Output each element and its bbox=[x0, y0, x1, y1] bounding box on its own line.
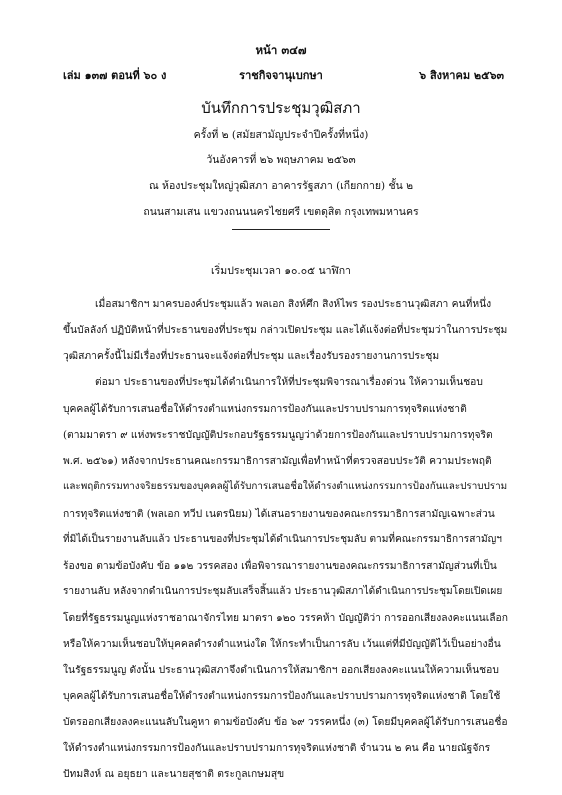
body-line: การทุจริตแห่งชาติ (พลเอก ทวีป เนตรนิยม) ได้เสนอรายงานของคณะกรรมาธิการสามัญเฉพาะส่วน bbox=[63, 508, 495, 520]
body-line: บุคคลผู้ได้รับการเสนอชื่อให้ดำรงตำแหน่งกรรมการป้องกันและปราบปรามการทุจริตแห่งชาติ โดยใช้ bbox=[63, 690, 501, 702]
body-line: เมื่อสมาชิกฯ มาครบองค์ประชุมแล้ว พลเอก สิงห์ศึก สิงห์ไพร รองประธานวุฒิสภา คนที่หนึ่ง bbox=[95, 298, 492, 310]
body-line: บัตรออกเสียงลงคะแนนลับในคูหา ตามข้อบังคับ ข้อ ๖๙ วรรคหนึ่ง (๓) โดยมีบุคคลผู้ได้รับการเสนอชื่อ bbox=[63, 716, 508, 728]
body-line: บุคคลผู้ได้รับการเสนอชื่อให้ดำรงตำแหน่งกรรมการป้องกันและปราบปรามการทุจริตแห่งชาติ bbox=[63, 403, 467, 415]
separator-line bbox=[232, 229, 330, 230]
body-line: (ตามมาตรา ๙ แห่งพระราชบัญญัติประกอบรัฐธรรมนูญว่าด้วยการป้องกันและปราบปรามการทุจริต bbox=[63, 429, 493, 441]
meeting-date: วันอังคารที่ ๒๖ พฤษภาคม ๒๕๖๓ bbox=[206, 154, 356, 166]
meeting-location: ณ ห้องประชุมใหญ่วุฒิสภา อาคารรัฐสภา (เกียกกาย) ชั้น ๒ bbox=[148, 180, 414, 192]
body-line: ปัทมสิงห์ ณ อยุธยา และนายสุชาติ ตระกูลเกษมสุข bbox=[63, 768, 285, 780]
body-line: หรือให้ความเห็นชอบให้บุคคลดำรงตำแหน่งใด ให้กระทำเป็นการลับ เว้นแต่ที่มีบัญญัติไว้เป็นอย่างอื่น bbox=[63, 638, 501, 650]
body-line: โดยที่รัฐธรรมนูญแห่งราชอาณาจักรไทย มาตรา ๑๒๐ วรรคห้า บัญญัติว่า การออกเสียงลงคะแนนเลือก bbox=[63, 612, 508, 624]
page-number: หน้า ๓๔๗ bbox=[255, 43, 307, 57]
document-title: บันทึกการประชุมวุฒิสภา bbox=[201, 99, 361, 117]
start-time: เริ่มประชุมเวลา ๑๐.๐๕ นาฬิกา bbox=[211, 265, 351, 277]
body-line: วุฒิสภาครั้งนี้ไม่มีเรื่องที่ประธานจะแจ้งต่อที่ประชุม และเรื่องรับรองรายงานการประชุม bbox=[63, 350, 440, 362]
body-line: ที่มิได้เป็นรายงานลับแล้ว ประธานของที่ประชุมได้ดำเนินการประชุมลับ ตามที่คณะกรรมาธิการสามัญฯ bbox=[63, 534, 502, 545]
volume-issue: เล่ม ๑๓๗ ตอนที่ ๖๐ ง bbox=[63, 69, 167, 82]
body-line: ต่อมา ประธานของที่ประชุมได้ดำเนินการให้ที่ประชุมพิจารณาเรื่องด่วน ให้ความเห็นชอบ bbox=[95, 376, 483, 388]
gazette-name: ราชกิจจานุเบกษา bbox=[239, 69, 323, 82]
body-line: ในรัฐธรรมนูญ ดังนั้น ประธานวุฒิสภาจึงดำเนินการให้สมาชิกฯ ออกเสียงลงคะแนนให้ความเห็นชอบ bbox=[63, 664, 499, 676]
body-line: ให้ดำรงตำแหน่งกรรมการป้องกันและปราบปรามการทุจริตแห่งชาติ จำนวน ๒ คน คือ นายณัฐจักร bbox=[63, 742, 491, 754]
body-line: ร้องขอ ตามข้อบังคับ ข้อ ๑๑๒ วรรคสอง เพื่อพิจารณารายงานของคณะกรรมาธิการสามัญส่วนที่เป็น bbox=[63, 560, 497, 572]
body-line: รายงานลับ หลังจากดำเนินการประชุมลับเสร็จสิ้นแล้ว ประธานวุฒิสภาได้ดำเนินการประชุมโดยเปิดเผย bbox=[63, 586, 503, 597]
gazette-date: ๖ สิงหาคม ๒๕๖๓ bbox=[419, 69, 504, 82]
meeting-address: ถนนสามเสน แขวงถนนนครไชยศรี เขตดุสิต กรุงเทพมหานคร bbox=[143, 206, 419, 218]
body-line: พ.ศ. ๒๕๖๑) หลังจากประธานคณะกรรมาธิการสามัญเพื่อทำหน้าที่ตรวจสอบประวัติ ความประพฤติ bbox=[63, 455, 492, 467]
body-line: ขึ้นบัลลังก์ ปฏิบัติหน้าที่ประธานของที่ประชุม กล่าวเปิดประชุม และได้แจ้งต่อที่ประชุมว่าในการประชุม bbox=[63, 324, 508, 336]
meeting-number: ครั้งที่ ๒ (สมัยสามัญประจำปีครั้งที่หนึ่ง) bbox=[193, 129, 369, 141]
body-line: และพฤติกรรมทางจริยธรรมของบุคคลผู้ได้รับการเสนอชื่อให้ดำรงตำแหน่งกรรมการป้องกันและปราบปราม bbox=[63, 481, 508, 492]
